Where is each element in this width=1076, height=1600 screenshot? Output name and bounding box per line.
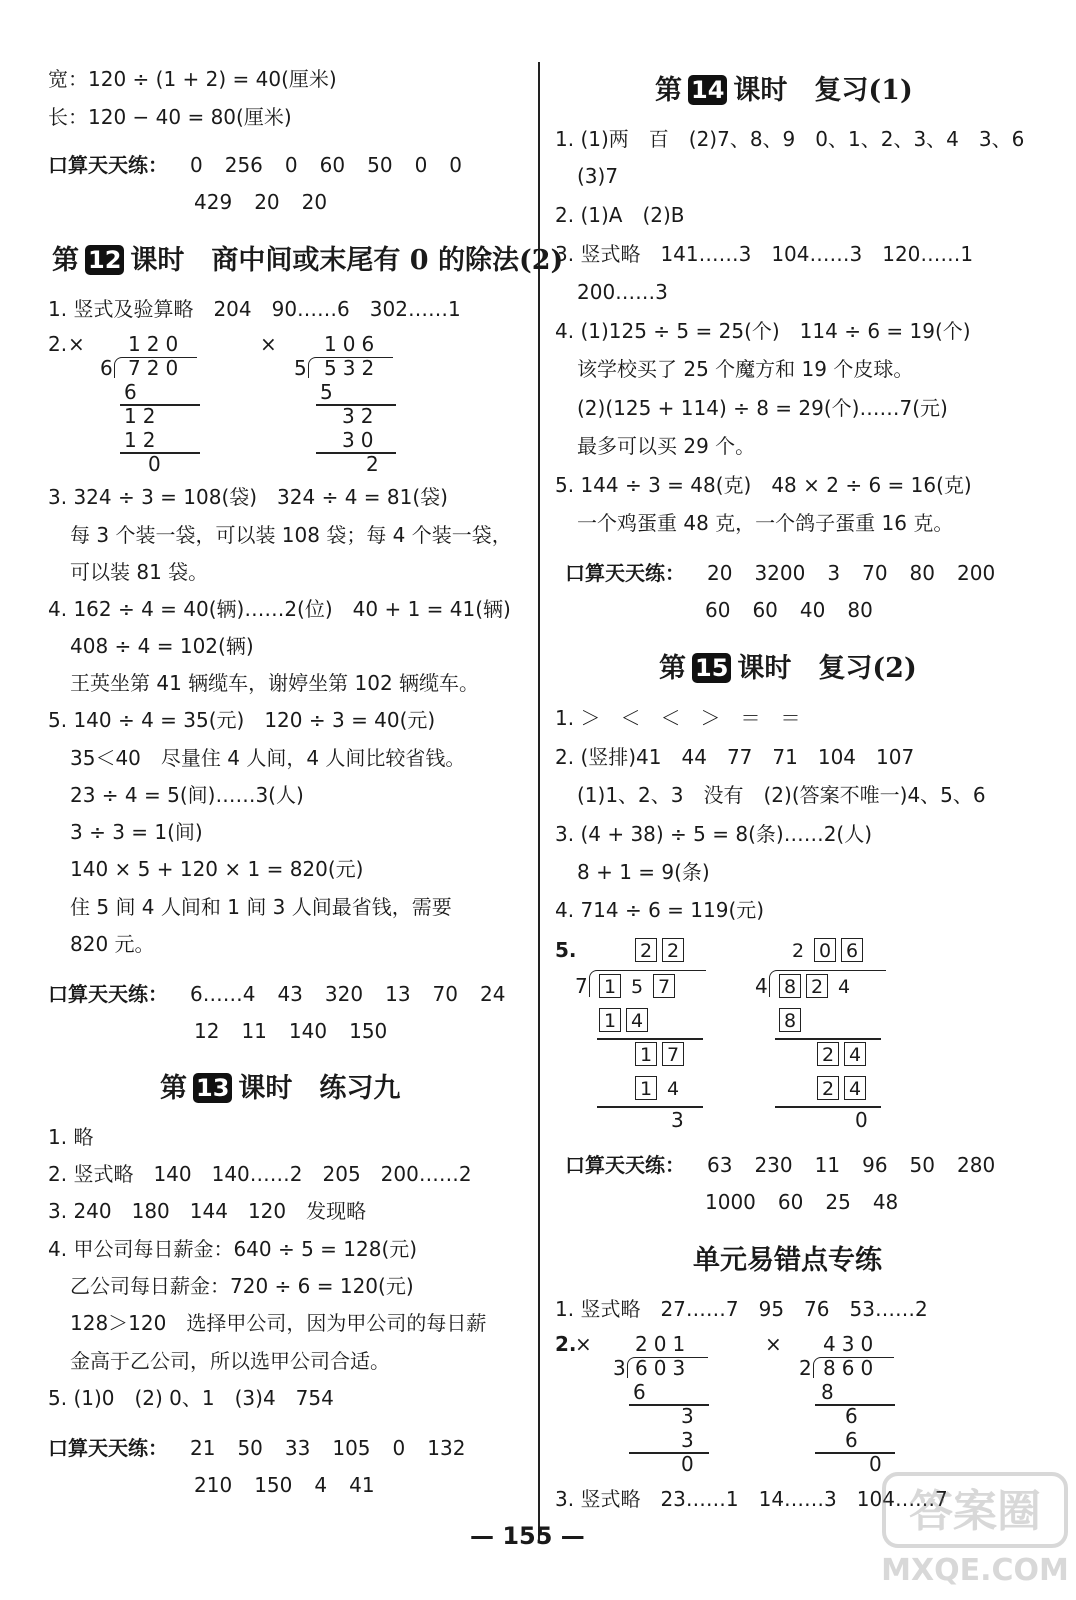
answer-line: 4. 甲公司每日薪金：640 ÷ 5 = 128(元) bbox=[48, 1237, 418, 1261]
kousuan-row: 60 60 40 80 bbox=[705, 598, 873, 622]
answer-line: 每 3 个装一袋，可以装 108 袋；每 4 个装一袋， bbox=[70, 523, 512, 547]
answer-line: 5. (1)0 (2) 0、1 (3)4 754 bbox=[48, 1386, 334, 1410]
kousuan-row: 口算天天练： 21 50 33 105 0 132 bbox=[48, 1436, 466, 1460]
answer-line: 140 × 5 + 120 × 1 = 820(元) bbox=[70, 857, 364, 881]
answer-line: 王英坐第 41 辆缆车，谢婷坐第 102 辆缆车。 bbox=[70, 671, 480, 695]
lesson-heading-12: 第 12 课时 商中间或末尾有 0 的除法(2) bbox=[52, 245, 564, 276]
boxed-division-group: 5. 2 2 7 1 5 7 1 4 1 7 1 4 3 2 0 6 4 8 2 4 8 2 4 2 4 0 bbox=[555, 936, 1055, 1136]
answer-line: 3. (4 + 38) ÷ 5 = 8(条)……2(人) bbox=[555, 822, 873, 846]
answer-line: 5. 140 ÷ 4 = 35(元) 120 ÷ 3 = 40(元) bbox=[48, 708, 436, 732]
answer-line: 住 5 间 4 人间和 1 间 3 人间最省钱，需要 bbox=[70, 895, 452, 919]
answer-line: 23 ÷ 4 = 5(间)……3(人) bbox=[70, 783, 304, 807]
text-line: 宽：120 ÷ (1 + 2) = 40(厘米) bbox=[48, 67, 337, 91]
answer-line: 一个鸡蛋重 48 克，一个鸽子蛋重 16 克。 bbox=[577, 511, 954, 535]
answer-line: 128＞120 选择甲公司，因为甲公司的每日薪 bbox=[70, 1311, 487, 1335]
kousuan-row: 1000 60 25 48 bbox=[705, 1190, 899, 1214]
lesson-heading-14: 第 14 课时 复习(1) bbox=[655, 75, 913, 106]
long-division-group: 2. × 201 3 603 6 3 3 0 × 430 2 860 8 6 6 0 bbox=[555, 1332, 1055, 1482]
answer-line: 1. 竖式略 27……7 95 76 53……2 bbox=[555, 1297, 928, 1321]
answer-line: 3. 竖式略 23……1 14……3 104……7 bbox=[555, 1487, 948, 1511]
kousuan-row: 429 20 20 bbox=[194, 190, 328, 214]
answer-line: 35＜40 尽量住 4 人间，4 人间比较省钱。 bbox=[70, 746, 466, 770]
kousuan-row: 口算天天练： 63 230 11 96 50 280 bbox=[565, 1153, 996, 1177]
answer-line: 2. (1)A (2)B bbox=[555, 203, 685, 227]
answer-line: 820 元。 bbox=[70, 932, 155, 956]
answer-line: 1. (1)两 百 (2)7、8、9 0、1、2、3、4 3、6 bbox=[555, 127, 1025, 151]
kousuan-label: 口算天天练： bbox=[565, 1153, 685, 1177]
answer-line: 5. 144 ÷ 3 = 48(克) 48 × 2 ÷ 6 = 16(克) bbox=[555, 473, 972, 497]
svg-text:MXQE.COM: MXQE.COM bbox=[881, 1553, 1069, 1588]
answer-line: 乙公司每日薪金：720 ÷ 6 = 120(元) bbox=[70, 1274, 414, 1298]
lesson-number-badge: 13 bbox=[193, 1073, 232, 1103]
lesson-number-badge: 14 bbox=[688, 75, 727, 105]
answer-line: 最多可以买 29 个。 bbox=[577, 434, 756, 458]
answer-line: 2. (竖排)41 44 77 71 104 107 bbox=[555, 745, 915, 769]
kousuan-row: 口算天天练： 20 3200 3 70 80 200 bbox=[565, 561, 996, 585]
lesson-number-badge: 12 bbox=[85, 245, 124, 275]
answer-line: (2)(125 + 114) ÷ 8 = 29(个)……7(元) bbox=[577, 396, 948, 420]
answer-line: 1. ＞ ＜ ＜ ＞ ＝ ＝ bbox=[555, 706, 801, 730]
lesson-number-badge: 15 bbox=[692, 653, 731, 683]
unit-section-title: 单元易错点专练 bbox=[693, 1245, 882, 1276]
answer-line: 2. 竖式略 140 140……2 205 200……2 bbox=[48, 1162, 472, 1186]
page-number: — 155 — bbox=[470, 1522, 585, 1550]
kousuan-row: 12 11 140 150 bbox=[194, 1019, 388, 1043]
answer-line: 200……3 bbox=[577, 280, 668, 304]
answer-line: 3. 240 180 144 120 发现略 bbox=[48, 1199, 367, 1223]
kousuan-row: 口算天天练： 0 256 0 60 50 0 0 bbox=[48, 153, 463, 177]
answer-line: 4. (1)125 ÷ 5 = 25(个) 114 ÷ 6 = 19(个) bbox=[555, 319, 971, 343]
watermark-logo bbox=[880, 1470, 1070, 1590]
answer-line: (3)7 bbox=[577, 164, 619, 188]
kousuan-row: 口算天天练： 6……4 43 320 13 70 24 bbox=[48, 982, 506, 1006]
answer-line: 1. 略 bbox=[48, 1125, 94, 1149]
answer-line: 可以装 81 袋。 bbox=[70, 560, 209, 584]
answer-line: 3. 竖式略 141……3 104……3 120……1 bbox=[555, 242, 974, 266]
kousuan-label: 口算天天练： bbox=[48, 982, 168, 1006]
answer-line: 4. 714 ÷ 6 = 119(元) bbox=[555, 898, 765, 922]
answer-line: 该学校买了 25 个魔方和 19 个皮球。 bbox=[577, 357, 914, 381]
answer-line: 3 ÷ 3 = 1(间) bbox=[70, 820, 203, 844]
kousuan-row: 210 150 4 41 bbox=[194, 1473, 375, 1497]
lesson-heading-13: 第 13 课时 练习九 bbox=[160, 1073, 401, 1104]
kousuan-label: 口算天天练： bbox=[565, 561, 685, 585]
long-division-group: 2. × 120 6 720 6 12 12 0 × 106 5 532 5 32 30 2 bbox=[48, 332, 528, 482]
kousuan-label: 口算天天练： bbox=[48, 1436, 168, 1460]
kousuan-label: 口算天天练： bbox=[48, 153, 168, 177]
column-divider bbox=[538, 62, 540, 1542]
answer-line: (1)1、2、3 没有 (2)(答案不唯一)4、5、6 bbox=[577, 783, 986, 807]
lesson-heading-15: 第 15 课时 复习(2) bbox=[659, 653, 917, 684]
answer-line: 3. 324 ÷ 3 = 108(袋) 324 ÷ 4 = 81(袋) bbox=[48, 485, 448, 509]
answer-line: 1. 竖式及验算略 204 90……6 302……1 bbox=[48, 297, 461, 321]
svg-text:答案圈: 答案圈 bbox=[909, 1486, 1041, 1537]
text-line: 长：120 − 40 = 80(厘米) bbox=[48, 105, 292, 129]
answer-line: 金高于乙公司，所以选甲公司合适。 bbox=[70, 1349, 390, 1373]
answer-line: 408 ÷ 4 = 102(辆) bbox=[70, 634, 254, 658]
answer-line: 4. 162 ÷ 4 = 40(辆)……2(位) 40 + 1 = 41(辆) bbox=[48, 597, 511, 621]
answer-line: 8 + 1 = 9(条) bbox=[577, 860, 710, 884]
